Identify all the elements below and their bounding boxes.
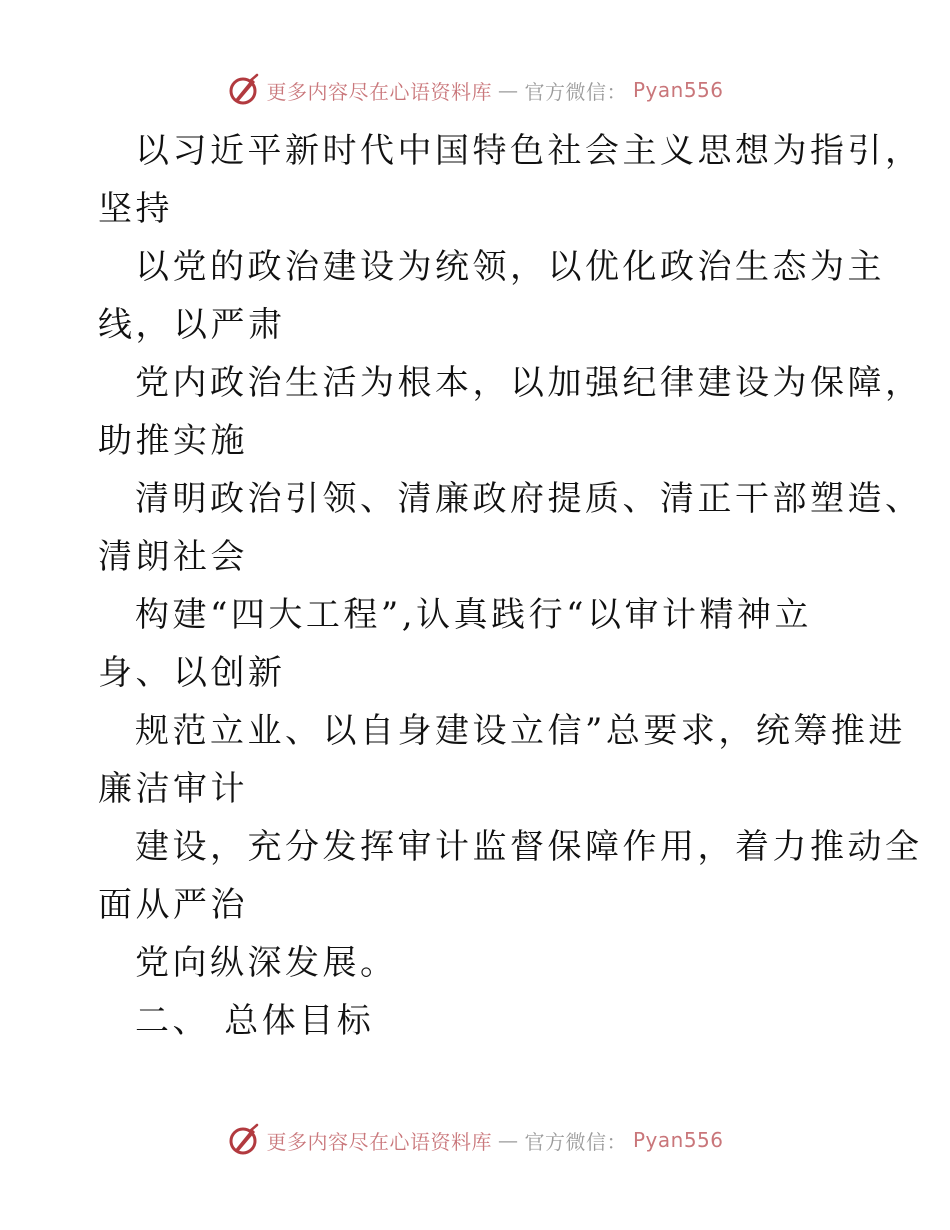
text-line: 规范立业、以自身建设立信”总要求，统筹推进	[135, 711, 906, 751]
text-line: 面从严治	[98, 885, 248, 925]
quill-pen-circle-icon	[226, 1123, 260, 1157]
header-watermark	[0, 70, 950, 110]
watermark-wechat-id: Pyan556	[632, 1128, 724, 1152]
text-line: 线，以严肃	[98, 305, 286, 345]
watermark-dash: —	[497, 1128, 519, 1152]
document-body	[98, 122, 923, 1050]
watermark-dash: —	[497, 78, 519, 102]
watermark-text: 更多内容尽在心语资料库	[266, 79, 492, 104]
text-line: 清朗社会	[98, 537, 248, 577]
watermark-wechat-label: 官方微信：	[524, 79, 627, 104]
text-line: 建设，充分发挥审计监督保障作用，着力推动全	[135, 827, 923, 867]
section-heading: 二、 总体目标	[135, 1001, 375, 1041]
quill-pen-circle-icon	[226, 73, 260, 107]
text-line: 清明政治引领、清廉政府提质、清正干部塑造、	[135, 479, 923, 519]
text-line: 党向纵深发展。	[135, 943, 398, 983]
watermark-wechat-id: Pyan556	[632, 78, 724, 102]
text-line: 助推实施	[98, 421, 248, 461]
text-line: 以党的政治建设为统领，以优化政治生态为主	[135, 247, 885, 287]
text-line: 身、以创新	[98, 653, 286, 693]
watermark-text: 更多内容尽在心语资料库	[266, 1129, 492, 1154]
text-line: 构建“四大工程”,认真践行“以审计精神立	[135, 595, 812, 635]
text-line: 党内政治生活为根本，以加强纪律建设为保障，	[135, 363, 923, 403]
watermark-wechat-label: 官方微信：	[524, 1129, 627, 1154]
text-line: 以习近平新时代中国特色社会主义思想为指引，	[135, 131, 923, 171]
footer-watermark	[0, 1120, 950, 1160]
text-line: 廉洁审计	[98, 769, 248, 809]
text-line: 坚持	[98, 189, 173, 229]
